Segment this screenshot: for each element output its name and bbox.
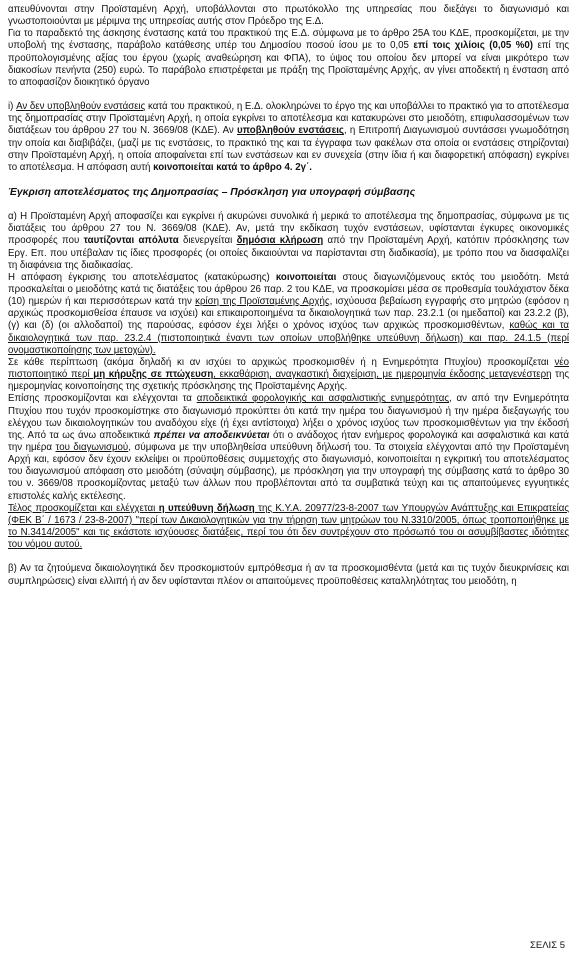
text: Η απόφαση έγκρισης του αποτελέσματος (κατακύρωσης) [8,271,276,283]
underlined-text: καθώς και τα δικαιολογητικά των παρ. 23.2.4 (πιστοποιητικά έναντι των οποίων υποβλήθηκε υπεύθυνη δήλωση) και παρ. 24.1.5 (περί ονομαστικοποίησης των μετοχών). [8,320,569,356]
underlined-text: Τέλος προσκομίζεται και ελέγχεται [8,502,159,514]
emphasis: κοινοποιείται κατά το άρθρο 4. 2γ΄. [153,161,312,173]
paragraph-missing-documents [8,563,569,587]
underlined-text: , εκκαθάριση, αναγκαστική διαχείριση, με ημερομηνία έκδοσης μεταγενέστερη [213,369,552,381]
underlined-text: κρίση της Προϊσταμένης Αρχής [195,296,330,308]
paragraph-award-notification [8,272,569,357]
paragraph-tax-insurance [8,393,569,502]
emphasis: επί τοις χιλίοις (0,05 %0) [413,40,534,52]
text: Επίσης προσκομίζονται και ελέγχονται τα [8,393,197,405]
text: διενεργείται [178,235,237,247]
emphasis: πρέπει να αποδεικνύεται [153,429,270,441]
page-number: ΣΕΛΙΣ 5 [530,940,565,951]
paragraph-bankruptcy-certificate [8,357,569,393]
section-heading: Έγκριση αποτελέσματος της Δημοπρασίας – Πρόσκληση για υπογραφή σύμβασης [8,187,416,199]
paragraph-objection-fee [8,28,569,89]
text: Σε κάθε περίπτωση (ακόμα δηλαδή κι αν ισχύει το αρχικώς προσκομισθέν ή η Ενημερότητα Πτυχίου) προσκομίζεται [8,356,555,368]
emphasis: ταυτίζονται απόλυτα [83,235,179,247]
text: ότι ο ανάδοχος ήταν ενήμερος φορολογικά και ασφαλιστικά και κατά την ημέρα [8,429,569,453]
text: της ημερομηνίας κοινοποίησης της σχετικής πρόσκλησης της Προϊσταμένης Αρχής. [8,369,570,393]
document-page [8,4,569,588]
emphasis: υποβληθούν ενστάσεις [237,125,344,137]
underlined-text: αποδεικτικά φορολογικής και ασφαλιστικής ενημερότητας [196,393,450,405]
emphasis: η υπεύθυνη δήλωση [158,502,255,514]
text: επί της προϋπολογισμένης αξίας του έργου (χωρίς αναθεώρηση και ΦΠΑ), το ύψος του οποίου δεν μπορεί να είναι μικρότερο των διακοσίων πενήντα (250) ευρώ. Το παράβολο επιστρέφεται με πράξη της Προϊσταμένης Αρχής, αν γίνει αποδεκτή η ένσταση από το αποφασίζον διοικητικό όργανο [8,40,569,88]
text: Για το παραδεκτό της άσκησης ένστασης κατά του πρακτικού της Ε.Δ. σύμφωνα με το άρθρο 25Α του ΚΔΕ, προσκομίζεται, με την υποβολή της ένστασης, παράβολο κατάθεσης υπέρ του Δημοσίου ποσού ίσου με το 0,05 [8,28,569,52]
text: , σύμφωνα με την υποβληθείσα υπεύθυνη δήλωσή του. Τα στοιχεία ελέγχονται από την Προϊσταμένη Αρχή και, εφόσον δεν έχουν εκλείψει οι προϋποθέσεις συμμετοχής στο διαγωνισμό, κοινοποιείται η εγκριτική του αποτελέσματος του διαγωνισμού απόφαση στο μειοδότη (σύναψη σύμβασης), με πρόσκληση για την υπογραφή της σύμβασης κατά το άρθρο 30 του ν. 3669/08 προσκομίζοντας μεταξύ των άλλων που προβλέπονται από τα συμβατικά τεύχη και τις απαιτούμενες εγγυητικές επιστολές καλής εκτέλεσης. [8,442,569,502]
text: α) Η Προϊσταμένη Αρχή αποφασίζει και εγκρίνει ή ακυρώνει συνολικά ή μερικά το αποτέλεσμα της δημοπρασίας, σύμφωνα με τις διατάξεις του άρθρου 27 του Ν. 3669/08 (ΚΔΕ). Αν, μετά την εκδίκαση τυχόν ενστάσεων, υφίστανται έγκυρες οικονομικές προσφορές που [8,211,569,247]
text: από την Προϊσταμένη Αρχή, κατόπιν πρόσκλησης των Εργ. Επ. που υπέβαλαν τις ίδιες προσφορές (οι οποίες δικαιούνται να παρίστανται στη διαδικασία), με τρόπο που να διασφαλίζει τη διαφάνεια της διαδικασίας. [8,235,569,271]
paragraph-objections-submission [8,4,569,28]
text: κατά του πρακτικού, η Ε.Δ. ολοκληρώνει το έργο της και υποβάλλει το πρακτικό για το αποτέλεσμα της δημοπρασίας στην Προϊσταμένη Αρχή, η οποία εγκρίνει το αποτέλεσμα και κατακυρώνει στο μειοδότη, επιφυλασσομένων των διατάξεων του άρθρου 27 του Ν. 3669/08 (ΚΔΕ). Αν [8,101,569,137]
underlined-text: του διαγωνισμού [55,442,129,453]
text: , ισχύουσα βεβαίωση εγγραφής στο μητρώο (εφόσον η αρχικώς προσκομισθείσα έπαυσε να ισχύει) και επικαιροποιημένα τα δικαιολογητικά των παρ. 23.2.1 (οι ημεδαποί) και 23.2.2 (β), (γ) και (δ) (οι αλλοδαποί) της παρούσας, εφόσον έχει λήξει ο χρόνος ισχύος των αρχικώς προσκομισθέντων, [8,296,569,332]
paragraph-approval-result [8,211,569,272]
paragraph-solemn-declaration [8,503,569,552]
emphasis: κοινοποιείται [275,271,337,283]
emphasis: μη κήρυξης σε πτώχευση [93,369,214,381]
text: , αν από την Ενημερότητα Πτυχίου που τυχόν προσκομίστηκε στο διαγωνισμό προκύπτει ότι κατά την ημέρα του διαγωνισμού ή την ημέρα διεξαγωγής του ελέγχου των δικαιολογητικών του αναδόχου είχε (ή έχει αντίστοιχα) λήξει ο χρόνος ισχύος των προσκομισθέντων για την έκδοσή της. Από τα ως άνω αποδεικτικά [8,393,569,441]
underlined-text: νέο πιστοποιητικό περί [8,356,569,381]
underlined-text: Αν δεν υποβληθούν ενστάσεις [16,101,146,113]
text: στους διαγωνιζόμενους εκτός του μειοδότη. Μετά προσκαλείται ο μειοδότης κατά τις διατάξεις του άρθρου 26 παρ. 2 του ΚΔΕ, να προσκομίσει μέσα σε προθεσμία τουλάχιστον δέκα (10) ημερών ή και περισσότερων κατά την [8,271,570,308]
text: απευθύνονται στην Προϊσταμένη Αρχή, υποβάλλονται στο πρωτόκολλο της υπηρεσίας που διεξάγει το διαγωνισμό και γνωστοποιούνται με μέριμνα της υπηρεσίας αυτής στον Πρόεδρο της Ε.Δ. [8,4,569,28]
emphasis: δημόσια κλήρωση [236,235,324,247]
underlined-text: της Κ.Υ.Α. 20977/23-8-2007 των Υπουργών Ανάπτυξης και Επικρατείας (ΦΕΚ Β΄ / 1673 / 23-8-2007) "περί των Δικαιολογητικών για την τήρηση των μητρώων του Ν.3310/2005, όπως τροποποιήθηκε με το Ν.3414/2005" και τις εκάστοτε ισχύουσες διατάξεις, περί του ότι δεν συντρέχουν στο πρόσωπό του οι ασυμβίβαστες ιδιότητες του νόμου αυτού. [8,502,569,551]
text: i) [8,101,17,113]
text: β) Αν τα ζητούμενα δικαιολογητικά δεν προσκομιστούν εμπρόθεσμα ή αν τα προσκομισθέντα (μετά και τις τυχόν διευκρινίσεις και συμπληρώσεις) είναι ελλιπή ή αν δεν υφίστανται πλέον οι απαιτούμενες προϋποθέσεις καταλληλότητας του μειοδότη, η [8,563,569,587]
paragraph-objections-procedure [8,101,569,174]
text: , η Επιτροπή Διαγωνισμού συντάσσει γνωμοδότηση την οποία και διαβιβάζει, (μαζί με τις ενστάσεις, το πρακτικό της και τα έγγραφα των φακέλων στα οποία οι ενστάσεις στηρίζονται) στην Προϊσταμένη Αρχή, η οποία αποφαίνεται επί των ενστάσεων και εν συνεχεία (στην ίδια ή και διαφορετική απόφαση) εγκρίνει το αποτέλεσμα. Η απόφαση αυτή [8,125,569,173]
